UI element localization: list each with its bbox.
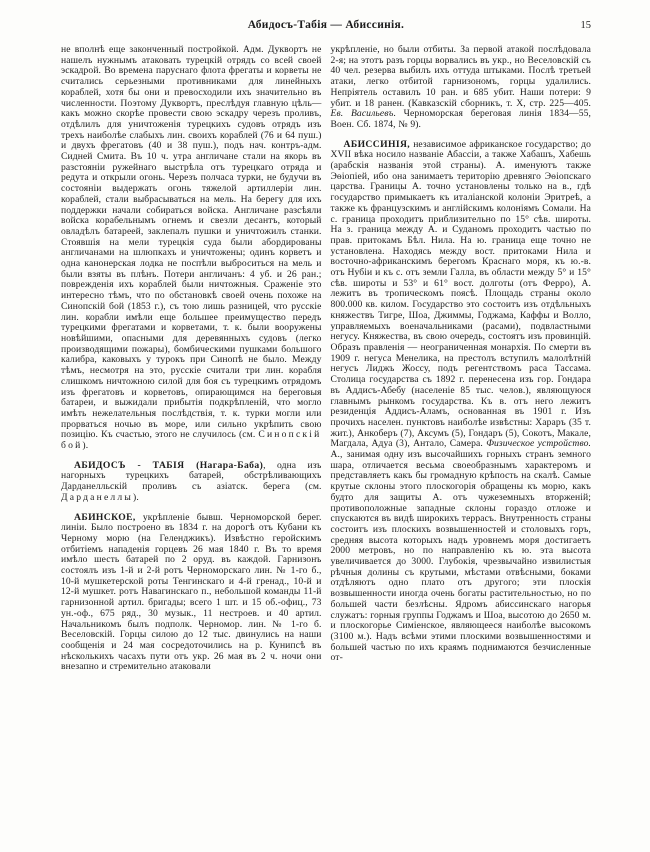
article-text: укрѣпленіе, но были отбиты. За первой атакой послѣдовала 2-я; на этотъ разъ горцы ворвались въ укр., но Веселовскій съ 40 чел. резерва выбилъ ихъ оттуда штыками. Послѣ третьей атаки, легко отбитой гарнизономъ, горцы удалились. Непріятель оставилъ 10 ран. и 685 убит. Наши потери: 9 убит. и 18 ранен. (Кавказскій сборникъ, т. X, стр. 225—405. <box>330 44 591 109</box>
left-column <box>61 45 322 673</box>
article-headword: АБИДОСЪ - ТАБІЯ (Нагара-Баба) <box>74 459 264 471</box>
article-abinskoe <box>61 513 322 674</box>
article-text: укрѣпленіе бывш. Черноморской берег. линіи. Было построено въ 1834 г. на дорогѣ отъ Кубани къ Черному морю (на Геленджикъ). Извѣстно геройскимъ отбитіемъ нападенія горцевъ 26 мая 1840 г. Въ то время имѣло шесть батарей по 2 оруд. въ каждой. Гарнизонъ состоялъ изъ 1-й и 2-й ротъ Черноморскаго лин. № 1-го б., 10-й мушкетерской роты Тенгинскаго и 4-й гренад., 10-й и 12-й мушкет. ротъ Навагинскаго п., небольшой команды 11-й гарнизонной артил. бригады; всего 1 шт. и 15 об.-офиц., 73 ун.-оф., 675 ряд., 30 музык., 11 нестроев. и 40 артил. Начальникомъ былъ подполк. Черномор. лин. № 1-го б. Веселовскій. Горцы силою до 12 тыс. двинулись на наши сообщенія и 24 мая сосредоточились на р. Кунипсѣ въ нѣсколькихъ часахъ пути отъ укр. 26 мая въ 2 ч. ночи они внезапно и стремительно атаковали <box>61 511 322 673</box>
page-header <box>61 19 591 36</box>
article-abissinia <box>331 140 592 664</box>
article-abydos-tabia-continuation <box>61 45 322 452</box>
running-title: Абидосъ-Табія — Абиссинія. <box>247 19 405 31</box>
article-headword: АБИНСКОЕ, <box>74 511 136 523</box>
article-abidos-tabia <box>61 461 322 504</box>
right-column <box>331 45 592 673</box>
article-text: не вполнѣ еще законченный постройкой. Адм. Дуквортъ не нашелъ нужнымъ атаковать турецкій отрядъ со всей своей эскадрой. Во времена паруснаго флота фрегаты и корветы не считались серьезными противниками для линейныхъ кораблей, хотя бы они и превосходили ихъ значительно въ численности. Поэтому Дуквортъ, преслѣдуя главную цѣль—какъ можно скорѣе провести свою эскадру черезъ проливъ, отдѣлилъ для уничтоженія турецкихъ судовъ отрядъ изъ трехъ наиболѣе слабыхъ лин. своихъ кораблей (76 и 64 пуш.) и двухъ фрегатовъ (40 и 38 пуш.), подъ нач. контръ-адм. Сидней Смита. Въ 10 ч. утра англичане стали на якорь въ разстояніи ружейнаго выстрѣла отъ турецкаго отряда и редута и открыли огонь. Черезъ полчаса турки, не будучи въ состояніи выдержать огонь тяжелой артиллеріи лин. кораблей, стали выбрасываться на мель. На берегу для ихъ поддержки начали собираться войска. Англичане разсѣяли войска корабельнымъ огнемъ и свезли десантъ, который овладѣлъ батареей, заклепалъ пушки и уничтожилъ станки. Стоявшія на мели турецкія суда были абордированы англичанами на шлюпкахъ и уничтожены; одинъ корветъ и одна канонерская лодка не поспѣли выброситься на мель и были взяты въ плѣнъ. Потери англичанъ: 4 уб. и 26 ран.; поврежденія ихъ кораблей были ничтожныя. Сраженіе это интересно тѣмъ, что по обстановкѣ своей очень похоже на Синопскій бой (1853 г.), съ тою лишь разницей, что русскіе лин. корабли имѣли еще большее преимущество передъ турецкими фрегатами и корветами, т. к. были вооружены новѣйшими, опасными для деревянныхъ судовъ (легко производящими пожары), бомбическими пушками большого калибра, каковыхъ у турокъ при Синопѣ не было. Между тѣмъ, несмотря на это, русскіе считали три лин. корабля слишкомъ ничтожною силой для боя съ турецкимъ отрядомъ изъ фрегатовъ и корветовъ, опирающимся на береговыя батареи, и выжидали прибытія подкрѣпленій, что могло имѣть нежелательныя послѣдствія, т. к. турки могли или прорваться ночью въ море, или сильно укрѣпить свою позицію. Къ счастью, этого не случилось (см. <box>61 44 322 441</box>
cross-reference: Синопскій бой <box>61 429 322 452</box>
article-abinskoe-continuation <box>331 45 592 131</box>
section-title: Физическое устройство. <box>486 438 591 450</box>
article-text: независимое африканское государство; до XVII вѣка носило названіе Абассіи, а также Хабашъ, Хабешь (арабскія названія этой страны). А. именуютъ также Эѳіопіей, ибо она занимаетъ територію древняго Эѳіопскаго царства. Границы А. точно установлены только на в., гдѣ государство примыкаетъ къ италіанской колоніи Эритреѣ, а также къ французскимъ и англійскимъ колоніямъ Сомали. На с. граница проходитъ приблизительно по 15° сѣв. широты. На з. граница между А. и Суданомъ проходитъ частью по прав. притокамъ Бѣл. Нила. На ю. граница еще точно не установлена. Находясь между вост. притоками Нила и восточно-африканскимъ берегомъ Краснаго моря, къ ю.-в. отъ Нубіи и къ с. отъ земли Галла, въ области между 5° и 15° сѣв. широты и 53° и 61° вост. долготы (отъ Ферро), А. лежитъ въ тропическомъ поясѣ. Площадь страны около 800.000 кв. килом. Государство это состоитъ изъ отдѣльныхъ княжествъ Тигре, Шоа, Джиммы, Годжама, Каффы и Волло, управляемыхъ военачальниками (расами), подвластными негусу. Княжества, въ свою очередь, состоятъ изъ провинцій. Образъ правленія — неограниченная монархія. По смерти въ 1909 г. негуса Менелика, на престолъ вступилъ малолѣтній негусъ Лиджъ Жоссу, подъ регентствомъ раса Тассама. Столица государства съ 1892 г. перенесена изъ гор. Гондара въ Аддисъ-Абебу (населеніе 85 тыс. челов.), являющуюся главнымъ рынкомъ государства. Къ в. отъ него лежитъ резиденція Аддисъ-Аламъ, основанная въ 1901 г. Изъ прочихъ населен. пунктовъ наиболѣе извѣстны: Хараръ (35 т. жит.), Анкоберъ (7), Аксумъ (5), Гондаръ (5), Сокотъ, Макале, Магдала, Адуа (3), Антало, Самера. <box>330 138 591 450</box>
author-name: Ев. Васильевъ <box>330 108 394 120</box>
article-text: ). <box>82 440 89 452</box>
article-text: , одна изъ нагорныхъ турецкихъ батарей, обстрѣливающихъ Дарданелльскій проливъ съ азіатск. берега (см. <box>61 459 322 493</box>
article-text: . Черноморская береговая линія 1834—55, Воен. Сб. 1874, № 9). <box>330 108 592 130</box>
page-number: 15 <box>580 20 591 31</box>
cross-reference: Дарданеллы <box>61 491 134 503</box>
article-text: А., занимая одну изъ высочайшихъ горныхъ странъ земного шара, отличается весьма своеобразнымъ характеромъ и представляетъ какъ бы громадную крѣпость на скалѣ. Самые крутые склоны этого плоскогорія обращены къ морю, какъ будто для защиты А. отъ чужеземныхъ вторженій; противоположные западные склоны гораздо отложе и спускаются въ видѣ широкихъ террасъ. Внутренность страны состоитъ изъ плоскихъ возвышенностей и столовыхъ горъ, средняя высота которыхъ надъ уровнемъ моря достигаетъ 2000 метровъ, но по направленію къ ю. эта высота увеличивается до 3000. Глубокія, чрезвычайно извилистыя рѣчныя долины съ крутыми, мѣстами отвѣсными, боками отдѣляютъ одно плато отъ другого; эти плоскія возвышенности иногда очень богаты растительностью, но по большей части безлѣсны. Ядромъ абиссинскаго нагорья служатъ: горныя группы Годжамъ и Шоа, высотою до 2650 м. и плоскогорье Симіенское, являющееся наиболѣе высокомъ (3100 м.). Надъ всѣми этими плоскими возвышенностями и большей частью по ихъ краямъ поднимаются безчисленные от- <box>330 449 591 664</box>
article-text: ). <box>133 491 139 503</box>
article-headword: АБИССИНІЯ, <box>343 138 411 150</box>
text-columns <box>61 45 591 673</box>
